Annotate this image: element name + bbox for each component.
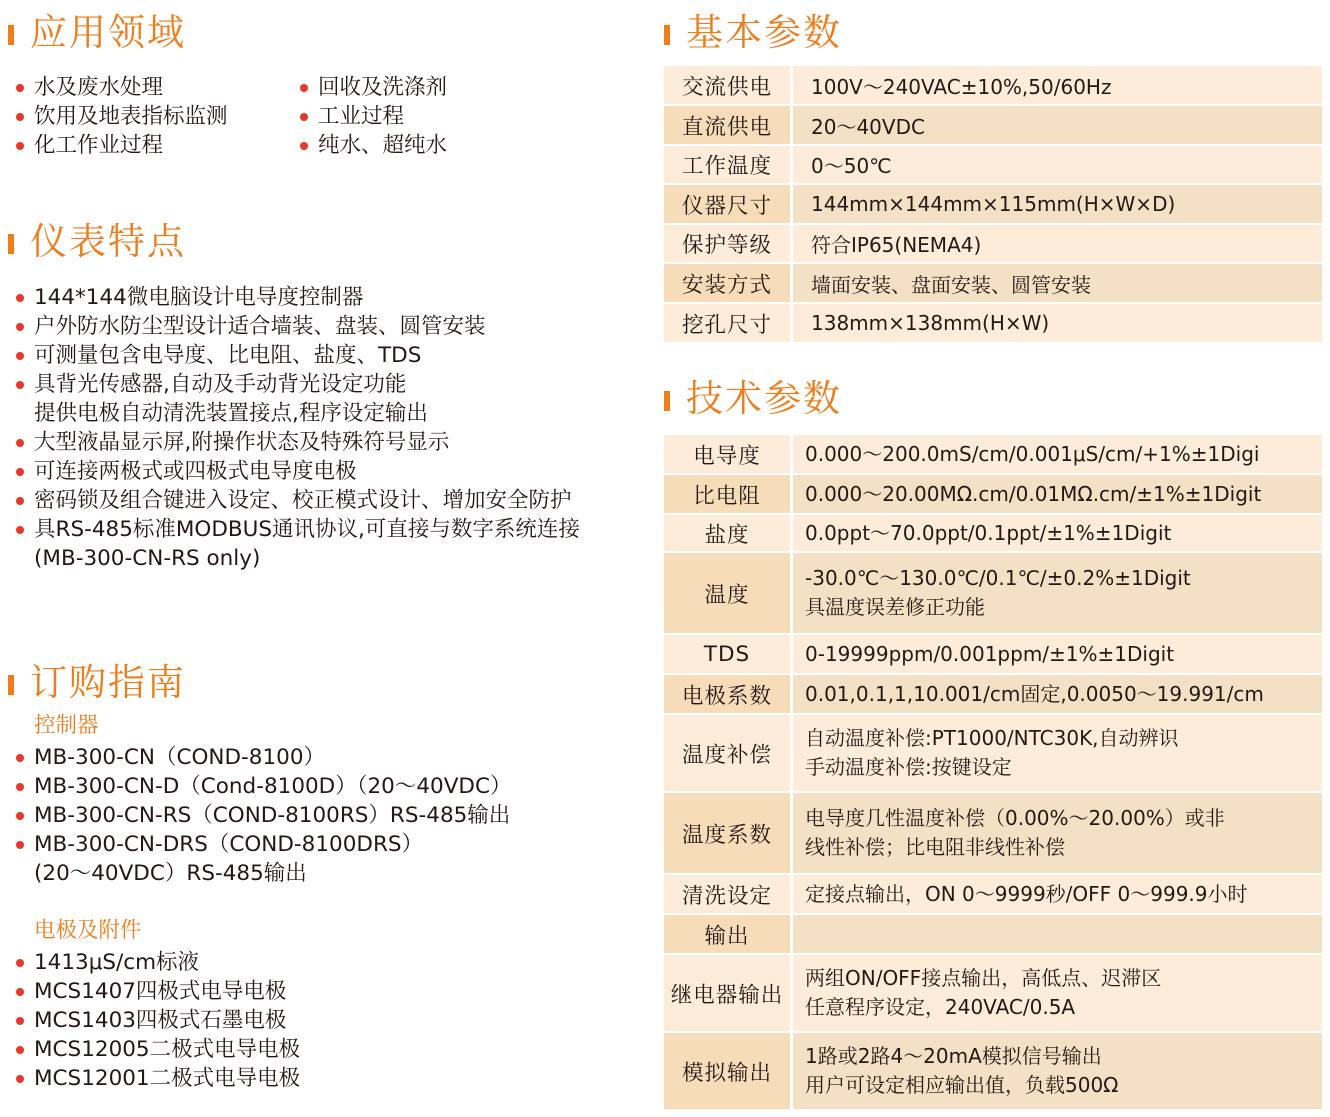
param-value: 100V～240VAC±10%,50/60Hz (792, 65, 1323, 105)
table-row (664, 954, 1322, 1032)
param-value (792, 914, 1323, 954)
list-item: 可测量包含电导度、比电阻、盐度、TDS (14, 341, 580, 370)
list-item: MCS1403四极式石墨电极 (14, 1006, 300, 1035)
applications-list-col1 (14, 73, 228, 160)
bullet-icon (300, 84, 308, 92)
list-item: MCS12001二极式电导电极 (14, 1064, 300, 1093)
bullet-icon (16, 959, 24, 967)
param-key: 模拟输出 (664, 1032, 792, 1110)
param-key: 温度 (664, 552, 792, 634)
section-title-order (8, 654, 186, 704)
section-title-applications (8, 4, 186, 54)
param-value: 两组ON/OFF接点输出，高低点、迟滞区 任意程序设定，240VAC/0.5A (792, 954, 1323, 1032)
order-title: 订购指南 (30, 661, 186, 704)
bullet-icon (16, 841, 24, 849)
table-row (664, 145, 1322, 184)
section-title-features (8, 213, 186, 263)
list-item: MB-300-CN-RS（COND-8100RS）RS-485输出 (14, 801, 511, 830)
param-key: 直流供电 (664, 105, 792, 145)
param-key: TDS (664, 634, 792, 674)
param-value: 0.01,0.1,1,10.001/cm固定,0.0050～19.991/cm (792, 674, 1323, 714)
table-row (664, 514, 1322, 552)
tech-title: 技术参数 (686, 377, 842, 420)
right-column (664, 0, 1324, 1117)
list-item: 大型液晶显示屏,附操作状态及特殊符号显示 (14, 428, 580, 457)
param-key: 继电器输出 (664, 954, 792, 1032)
applications-list-col2 (298, 73, 447, 160)
bullet-icon (16, 1017, 24, 1025)
param-value: 0.000～200.0mS/cm/0.001μS/cm/+1%±1Digi (792, 434, 1323, 474)
basic-title: 基本参数 (686, 11, 842, 54)
title-bar-marker (8, 675, 14, 695)
bullet-icon (16, 1075, 24, 1083)
bullet-icon (16, 294, 24, 302)
table-row (664, 874, 1322, 914)
basic-params-table (664, 64, 1322, 344)
param-key: 温度系数 (664, 792, 792, 874)
bullet-icon (16, 113, 24, 121)
bullet-icon (16, 142, 24, 150)
bullet-icon (300, 113, 308, 121)
param-key: 安装方式 (664, 263, 792, 303)
applications-title: 应用领域 (30, 11, 186, 54)
table-row (664, 1032, 1322, 1110)
table-row (664, 914, 1322, 954)
table-row (664, 65, 1322, 105)
list-item: MCS12005二极式电导电极 (14, 1035, 300, 1064)
param-key: 挖孔尺寸 (664, 303, 792, 343)
title-bar-marker (664, 25, 670, 45)
table-row (664, 224, 1322, 263)
param-key: 交流供电 (664, 65, 792, 105)
list-item: MB-300-CN-D（Cond-8100D）（20～40VDC） (14, 772, 511, 801)
list-item: 1413μS/cm标液 (14, 948, 300, 977)
table-row (664, 674, 1322, 714)
bullet-icon (16, 381, 24, 389)
bullet-icon (16, 439, 24, 447)
list-item: 饮用及地表指标监测 (14, 102, 228, 131)
list-item: 户外防水防尘型设计适合墙装、盘装、圆管安装 (14, 312, 580, 341)
param-value: 138mm×138mm(H×W) (792, 303, 1323, 343)
param-value: 0～50℃ (792, 145, 1323, 184)
table-row (664, 552, 1322, 634)
table-row (664, 714, 1322, 792)
table-row (664, 634, 1322, 674)
bullet-icon (16, 783, 24, 791)
param-value: 墙面安装、盘面安装、圆管安装 (792, 263, 1323, 303)
param-value: 电导度几性温度补偿（0.00%～20.00%）或非 线性补偿；比电阻非线性补偿 (792, 792, 1323, 874)
bullet-icon (16, 526, 24, 534)
param-key: 清洗设定 (664, 874, 792, 914)
list-item: MB-300-CN（COND-8100） (14, 743, 511, 772)
title-bar-marker (664, 391, 670, 411)
controller-subtitle: 控制器 (34, 713, 99, 738)
list-item: 具RS-485标准MODBUS通讯协议,可直接与数字系统连接 (MB-300-CN-RS only) (14, 515, 580, 573)
bullet-icon (16, 323, 24, 331)
table-row (664, 303, 1322, 343)
param-value: 0.0ppt～70.0ppt/0.1ppt/±1%±1Digit (792, 514, 1323, 552)
bullet-icon (16, 468, 24, 476)
param-value: 144mm×144mm×115mm(H×W×D) (792, 184, 1323, 224)
table-row (664, 434, 1322, 474)
param-value: -30.0℃～130.0℃/0.1℃/±0.2%±1Digit 具温度误差修正功能 (792, 552, 1323, 634)
table-row (664, 105, 1322, 145)
list-item: MB-300-CN-DRS（COND-8100DRS） (20～40VDC）RS-485输出 (14, 830, 511, 888)
list-item: 化工作业过程 (14, 131, 228, 160)
list-item: 具背光传感器,自动及手动背光设定功能 提供电极自动清洗装置接点,程序设定输出 (14, 370, 580, 428)
param-key: 输出 (664, 914, 792, 954)
param-value: 自动温度补偿:PT1000/NTC30K,自动辨识 手动温度补偿:按键设定 (792, 714, 1323, 792)
param-value: 1路或2路4～20mA模拟信号输出 用户可设定相应输出值，负载500Ω (792, 1032, 1323, 1110)
param-key: 保护等级 (664, 224, 792, 263)
list-item: 工业过程 (298, 102, 447, 131)
list-item: 回收及洗涤剂 (298, 73, 447, 102)
tech-params-table (664, 433, 1322, 1111)
param-value: 符合IP65(NEMA4) (792, 224, 1323, 263)
features-title: 仪表特点 (30, 220, 186, 263)
param-key: 工作温度 (664, 145, 792, 184)
list-item: 144*144微电脑设计电导度控制器 (14, 283, 580, 312)
list-item: 纯水、超纯水 (298, 131, 447, 160)
table-row (664, 792, 1322, 874)
left-column (0, 0, 650, 1117)
bullet-icon (16, 812, 24, 820)
bullet-icon (300, 142, 308, 150)
bullet-icon (16, 84, 24, 92)
bullet-icon (16, 754, 24, 762)
param-key: 仪器尺寸 (664, 184, 792, 224)
bullet-icon (16, 988, 24, 996)
title-bar-marker (8, 25, 14, 45)
accessories-list (14, 948, 300, 1093)
section-title-basic (664, 4, 842, 54)
table-row (664, 474, 1322, 514)
bullet-icon (16, 1046, 24, 1054)
list-item: 水及废水处理 (14, 73, 228, 102)
param-key: 温度补偿 (664, 714, 792, 792)
param-value: 0-19999ppm/0.001ppm/±1%±1Digit (792, 634, 1323, 674)
features-list (14, 283, 580, 573)
param-value: 定接点输出，ON 0～9999秒/OFF 0～999.9小时 (792, 874, 1323, 914)
param-key: 盐度 (664, 514, 792, 552)
table-row (664, 184, 1322, 224)
table-row (664, 263, 1322, 303)
bullet-icon (16, 352, 24, 360)
param-key: 比电阻 (664, 474, 792, 514)
list-item: 可连接两极式或四极式电导度电极 (14, 457, 580, 486)
accessory-subtitle: 电极及附件 (34, 918, 142, 943)
param-key: 电导度 (664, 434, 792, 474)
bullet-icon (16, 497, 24, 505)
list-item: 密码锁及组合键进入设定、校正模式设计、增加安全防护 (14, 486, 580, 515)
param-key: 电极系数 (664, 674, 792, 714)
title-bar-marker (8, 234, 14, 254)
list-item: MCS1407四极式电导电极 (14, 977, 300, 1006)
section-title-tech (664, 370, 842, 420)
param-value: 20～40VDC (792, 105, 1323, 145)
controllers-list (14, 743, 511, 888)
param-value: 0.000～20.00MΩ.cm/0.01MΩ.cm/±1%±1Digit (792, 474, 1323, 514)
